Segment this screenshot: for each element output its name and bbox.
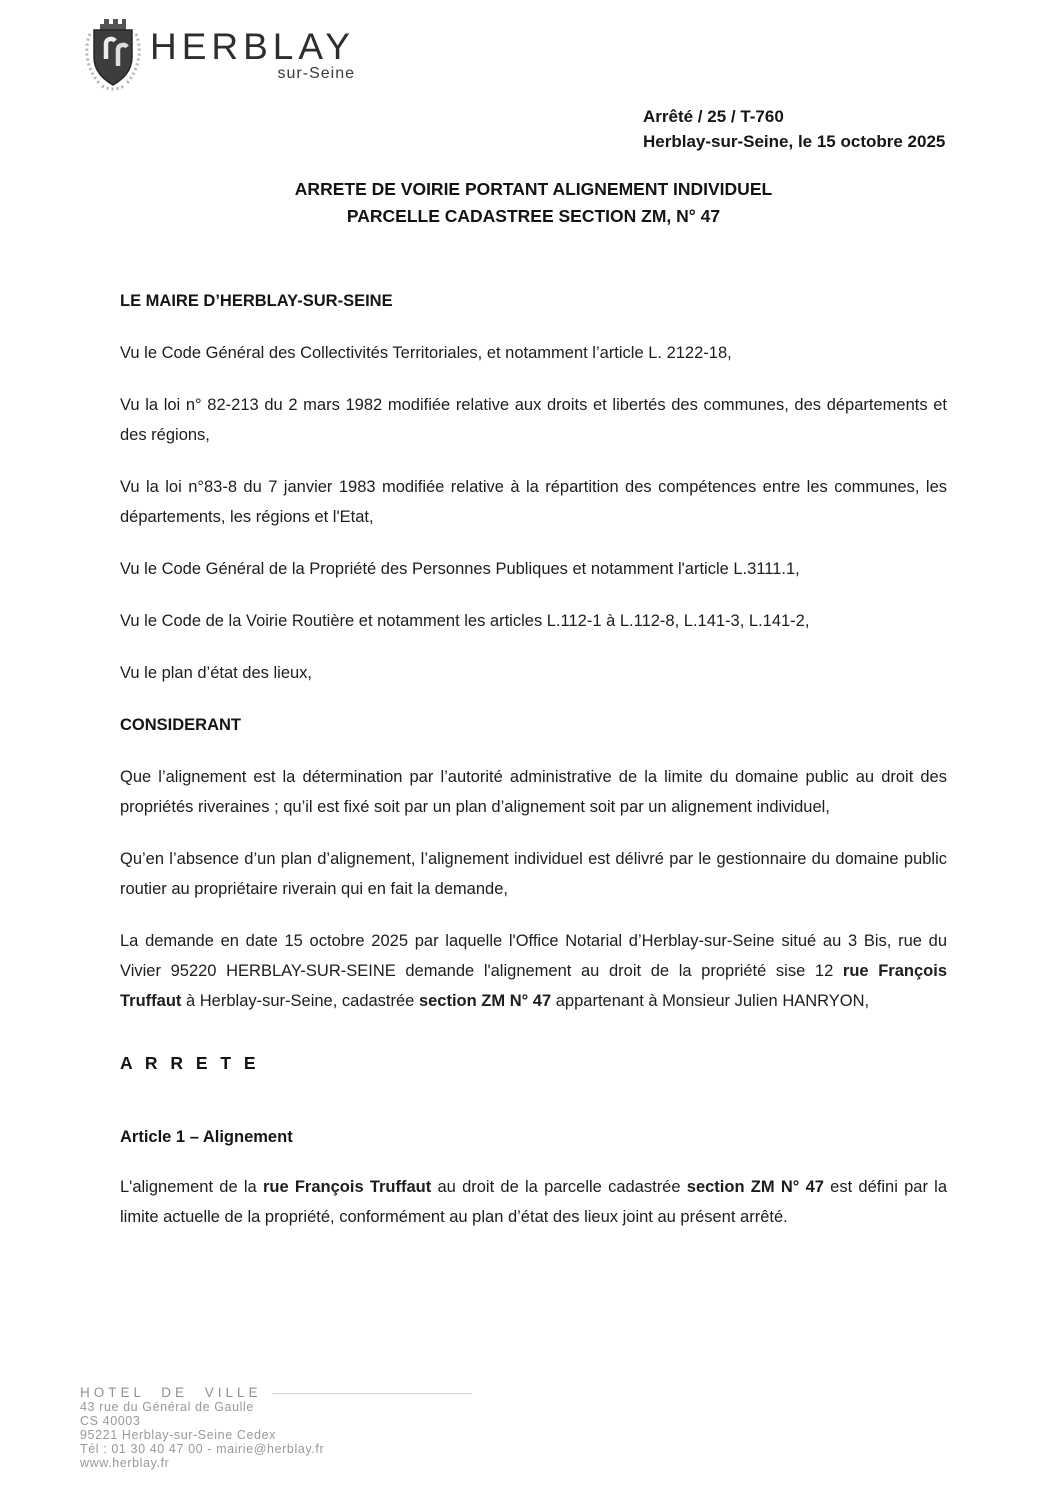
footer-phone-email: Tél : 01 30 40 47 00 - mairie@herblay.fr [80, 1442, 325, 1456]
issuer-heading: LE MAIRE D’HERBLAY-SUR-SEINE [120, 292, 393, 310]
footer-address-block [80, 1386, 472, 1470]
footer-website: www.herblay.fr [80, 1456, 170, 1470]
visa-paragraph: Vu la loi n° 82-213 du 2 mars 1982 modifiée relative aux droits et libertés des communes, des départements et des régions, [120, 396, 947, 444]
title-line-2: PARCELLE CADASTREE SECTION ZM, N° 47 [346, 206, 721, 226]
visa-paragraph: Vu le Code de la Voirie Routière et notamment les articles L.112-1 à L.112-8, L.141-3, L.141-2, [120, 612, 810, 630]
visa-paragraph: Vu le Code Général des Collectivités Territoriales, et notamment l’article L. 2122-18, [120, 344, 732, 362]
footer-hotel-de-ville: HOTEL DE VILLE [80, 1386, 472, 1400]
logo-subtitle: sur-Seine [277, 65, 355, 82]
article-1-paragraph: L'alignement de la rue François Truffaut au droit de la parcelle cadastrée section ZM N° 47 est défini par la limite actuelle de la propriété, conformément au plan d’état des lieux joint au présent arrêté. [120, 1178, 948, 1226]
considerant-heading: CONSIDERANT [120, 716, 242, 734]
considerant-paragraph: Que l’alignement est la détermination par l’autorité administrative de la limite du domaine public au droit des propriétés riveraines ; qu’il est fixé soit par un plan d’alignement soit par un alignement individuel, [120, 768, 947, 816]
demande-paragraph: La demande en date 15 octobre 2025 par laquelle l'Office Notarial d’Herblay-sur-Seine situé au 3 Bis, rue du Vivier 95220 HERBLAY-SUR-SEINE demande l'alignement au droit de la propriété sise 12 rue François Truffaut à Herblay-sur-Seine, cadastrée section ZM N° 47 appartenant à Monsieur Julien HANRYON, [120, 932, 947, 1010]
herblay-logo [150, 26, 355, 82]
document-title [120, 176, 947, 230]
herblay-coat-of-arms-icon [80, 14, 146, 92]
reference-block [643, 104, 947, 154]
masthead [80, 12, 947, 92]
visa-paragraph: Vu le Code Général de la Propriété des Personnes Publiques et notamment l'article L.3111.1, [120, 560, 800, 578]
article-1-heading: Article 1 – Alignement [120, 1128, 293, 1146]
arrete-heading: A R R E T E [120, 1053, 260, 1073]
logo-name: HERBLAY [150, 26, 355, 67]
arrete-reference: Arrêté / 25 / T-760 [643, 107, 784, 126]
footer-city: 95221 Herblay-sur-Seine Cedex [80, 1428, 276, 1442]
place-and-date: Herblay-sur-Seine, le 15 octobre 2025 [643, 132, 946, 151]
title-line-1: ARRETE DE VOIRIE PORTANT ALIGNEMENT INDIVIDUEL [294, 179, 773, 199]
considerant-paragraph: Qu’en l’absence d’un plan d’alignement, l’alignement individuel est délivré par le gestionnaire du domaine public routier au propriétaire riverain qui en fait la demande, [120, 850, 947, 898]
visa-paragraph: Vu le plan d’état des lieux, [120, 664, 313, 682]
footer-cs: CS 40003 [80, 1414, 141, 1428]
footer-street: 43 rue du Général de Gaulle [80, 1400, 254, 1414]
visa-paragraph: Vu la loi n°83-8 du 7 janvier 1983 modifiée relative à la répartition des compétences entre les communes, les départements, les régions et l'Etat, [120, 478, 947, 526]
